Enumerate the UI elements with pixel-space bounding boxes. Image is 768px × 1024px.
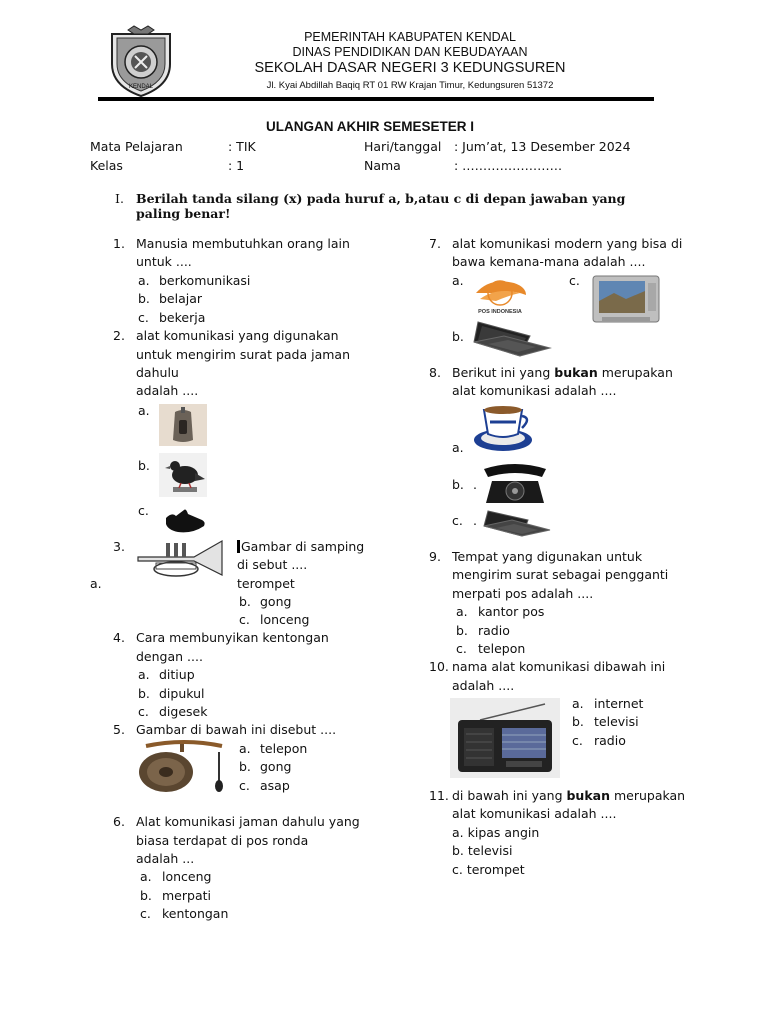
header-department: DINAS PENDIDIKAN DAN KEBUDAYAAN (292, 45, 528, 59)
q8-option-b-letter: b. (452, 477, 464, 492)
header-divider (98, 97, 654, 101)
laptop-image-small (480, 508, 552, 546)
class-value: : 1 (228, 158, 245, 173)
q1-option-a: berkomunikasi (159, 273, 251, 288)
coffee-cup-image (472, 400, 534, 454)
q3-option-a: terompet (237, 576, 295, 591)
q9-option-c-letter: c. (456, 641, 467, 656)
q2-text-line4: adalah .... (136, 383, 199, 398)
q6-option-c: kentongan (162, 906, 229, 921)
q2-text-line3: dahulu (136, 365, 179, 380)
radio-image (450, 698, 560, 778)
q7-text-line1: alat komunikasi modern yang bisa di (452, 236, 683, 251)
q11-option-b: b. televisi (452, 843, 513, 858)
q9-option-b: radio (478, 623, 510, 638)
q9-option-a-letter: a. (456, 604, 468, 619)
q11-text-part1: di bawah ini yang (452, 788, 567, 803)
q6-option-a: lonceng (162, 869, 212, 884)
q4-option-a-letter: a. (138, 667, 150, 682)
q10-text-line1: nama alat komunikasi dibawah ini (452, 659, 666, 674)
q8-option-a-letter: a. (452, 440, 464, 455)
q8-text-part2: merupakan (597, 365, 673, 380)
q10-option-b-letter: b. (572, 714, 584, 729)
q9-text-line2: mengirim surat sebagai pengganti (452, 567, 669, 582)
q2-option-c-letter: c. (138, 503, 149, 518)
q7-number: 7. (429, 236, 441, 251)
q11-number: 11. (429, 788, 449, 803)
q2-text-line1: alat komunikasi yang digunakan (136, 328, 339, 343)
q4-option-c: digesek (159, 704, 208, 719)
q1-option-b: belajar (159, 291, 203, 306)
q9-option-b-letter: b. (456, 623, 468, 638)
q2-option-b-letter: b. (138, 458, 150, 473)
date-label: Hari/tanggal (364, 139, 442, 154)
q5-text-line1: Gambar di bawah ini disebut .... (136, 722, 337, 737)
q8-text-line2: alat komunikasi adalah .... (452, 383, 617, 398)
q6-option-c-letter: c. (140, 906, 151, 921)
logo-text: KENDAL (128, 84, 154, 90)
q7-text-line2: bawa kemana-mana adalah .... (452, 254, 646, 269)
q10-option-a: internet (594, 696, 644, 711)
q1-option-c-letter: c. (138, 310, 149, 325)
q6-option-b: merpati (162, 888, 211, 903)
q5-option-a-letter: a. (239, 741, 251, 756)
telephone-image (480, 461, 550, 507)
q9-number: 9. (429, 549, 441, 564)
q1-option-a-letter: a. (138, 273, 150, 288)
q3-text-line1 (237, 539, 364, 554)
q1-text-line1: Manusia membutuhkan orang lain (136, 236, 350, 251)
q4-number: 4. (113, 630, 125, 645)
q3-option-c: lonceng (260, 612, 310, 627)
q4-text-line2: dengan .... (136, 649, 203, 664)
q3-number: 3. (113, 539, 125, 554)
q10-option-a-letter: a. (572, 696, 584, 711)
q10-text-line2: adalah .... (452, 678, 515, 693)
q3-option-a-letter: a. (90, 576, 102, 591)
pos-indonesia-text: POS INDONESIA (478, 309, 522, 315)
trumpet-image (136, 535, 228, 583)
q2-number: 2. (113, 328, 125, 343)
q4-text-line1: Cara membunyikan kentongan (136, 630, 329, 645)
date-value: : Jum’at, 13 Desember 2024 (454, 139, 631, 154)
q4-option-c-letter: c. (138, 704, 149, 719)
header-address: Jl. Kyai Abdillah Baqiq RT 01 RW Krajan Timur, Kedungsuren 51372 (266, 80, 554, 91)
class-label: Kelas (90, 158, 123, 173)
laptop-image (470, 318, 552, 368)
instruction-text: Berilah tanda silang (x) pada huruf a, b,atau c di depan jawaban yang paling benar! (136, 191, 626, 221)
q11-emphasis: bukan (566, 788, 610, 803)
q10-option-c-letter: c. (572, 733, 583, 748)
q7-option-a-letter: a. (452, 273, 464, 288)
q11-text-line2: alat komunikasi adalah .... (452, 806, 617, 821)
q3-text-line1-label: Gambar di samping (241, 539, 365, 554)
q9-option-a: kantor pos (478, 604, 545, 619)
name-value: : …………………… (454, 158, 563, 173)
q6-text-line2: biasa terdapat di pos ronda (136, 833, 309, 848)
pos-indonesia-logo (470, 273, 530, 319)
television-image (592, 275, 660, 323)
instruction-number: I. (115, 191, 124, 206)
q1-option-b-letter: b. (138, 291, 150, 306)
q7-option-b-letter: b. (452, 329, 464, 344)
exam-title: ULANGAN AKHIR SEMESETER I (265, 119, 474, 134)
header-government: PEMERINTAH KABUPATEN KENDAL (304, 30, 516, 44)
q1-option-c: bekerja (159, 310, 206, 325)
q3-option-b-letter: b. (239, 594, 251, 609)
instruction (115, 191, 655, 221)
q9-option-c: telepon (478, 641, 526, 656)
header-school-name: SEKOLAH DASAR NEGERI 3 KEDUNGSUREN (254, 60, 566, 76)
q8-number: 8. (429, 365, 441, 380)
name-label: Nama (364, 158, 401, 173)
q5-option-b-letter: b. (239, 759, 251, 774)
q11-text-line1 (452, 788, 685, 803)
q3-option-c-letter: c. (239, 612, 250, 627)
q10-option-b: televisi (594, 714, 639, 729)
q2-option-a-letter: a. (138, 403, 150, 418)
q11-option-a: a. kipas angin (452, 825, 540, 840)
q4-option-b: dipukul (159, 686, 205, 701)
q8-text-part1: Berikut ini yang (452, 365, 555, 380)
q9-text-line3: merpati pos adalah .... (452, 586, 594, 601)
q6-text-line1: Alat komunikasi jaman dahulu yang (136, 814, 360, 829)
subject-value: : TIK (228, 139, 256, 154)
q4-option-a: ditiup (159, 667, 195, 682)
q6-text-line3: adalah ... (136, 851, 195, 866)
q5-option-b: gong (260, 759, 292, 774)
q8-option-c-letter: c. (452, 513, 463, 528)
q8-text-line1 (452, 365, 673, 380)
q11-text-part2: merupakan (609, 788, 686, 803)
q3-text-line2: di sebut .... (237, 557, 308, 572)
kentongan-image (159, 404, 207, 446)
q3-option-b: gong (260, 594, 292, 609)
q6-option-a-letter: a. (140, 869, 152, 884)
q5-option-c-letter: c. (239, 778, 250, 793)
q7-option-c-letter: c. (569, 273, 580, 288)
q5-option-c: asap (260, 778, 290, 793)
q5-option-a: telepon (260, 741, 308, 756)
subject-label: Mata Pelajaran (90, 139, 183, 154)
q9-text-line1: Tempat yang digunakan untuk (452, 549, 643, 564)
q6-option-b-letter: b. (140, 888, 152, 903)
q5-number: 5. (113, 722, 125, 737)
q2-text-line2: untuk mengirim surat pada jaman (136, 347, 351, 362)
q6-number: 6. (113, 814, 125, 829)
q11-option-c: c. terompet (452, 862, 525, 877)
q10-option-c: radio (594, 733, 626, 748)
gong-image (136, 740, 232, 796)
q1-number: 1. (113, 236, 125, 251)
q10-number: 10. (429, 659, 449, 674)
text-cursor (237, 540, 240, 553)
pigeon-image (159, 453, 207, 497)
smoke-signal-image (162, 506, 208, 534)
q1-text-line2: untuk .... (136, 254, 192, 269)
q8-option-b-dot: . (473, 477, 477, 492)
q4-option-b-letter: b. (138, 686, 150, 701)
q8-option-c-dot: . (473, 513, 477, 528)
q8-emphasis: bukan (554, 365, 598, 380)
